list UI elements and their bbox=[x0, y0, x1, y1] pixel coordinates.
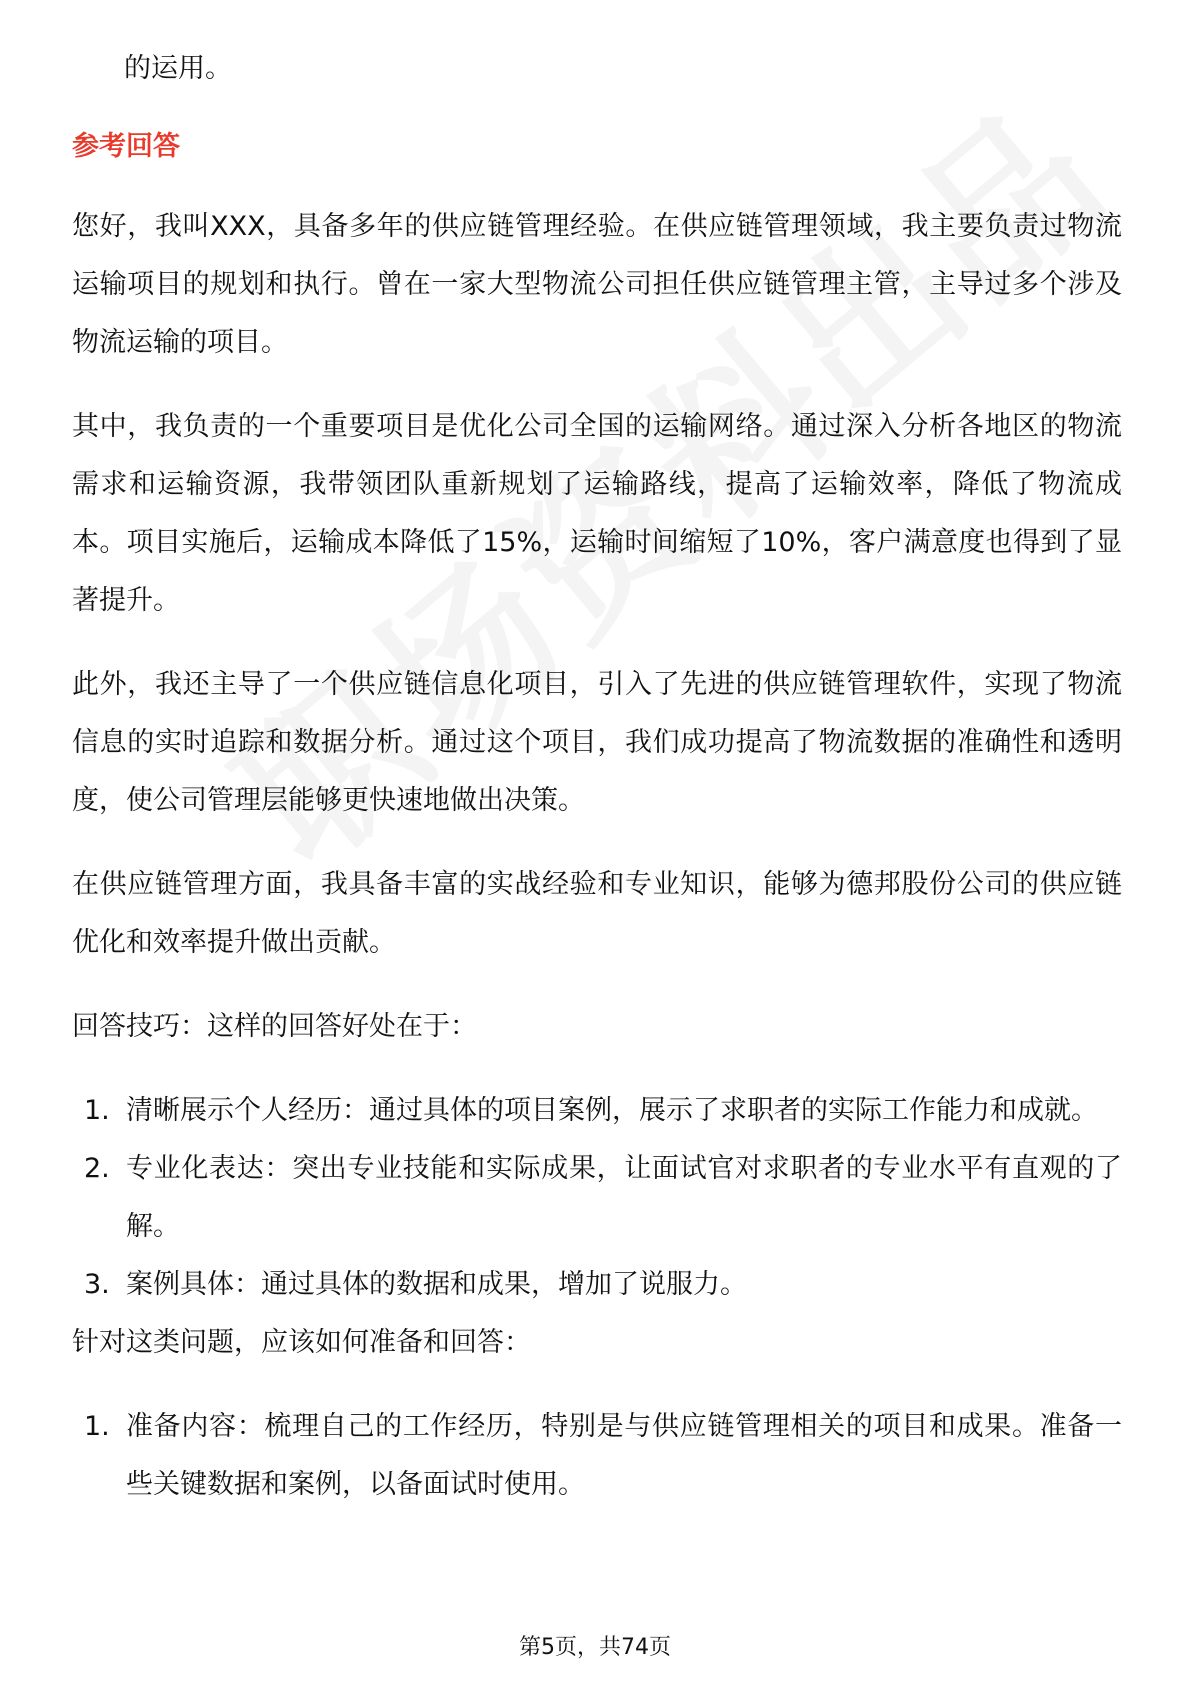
intro-tail: 的运用。 bbox=[124, 53, 232, 84]
answer-paragraph: 您好，我叫XXX，具备多年的供应链管理经验。在供应链管理领域，我主要负责过物流运输项目的规划和执行。曾在一家大型物流公司担任供应链管理主管，主导过多个涉及物流运输的项目。 bbox=[72, 211, 1122, 358]
answer-paragraph: 在供应链管理方面，我具备丰富的实战经验和专业知识，能够为德邦股份公司的供应链优化和效率提升做出贡献。 bbox=[72, 869, 1122, 958]
list-item bbox=[72, 1256, 1122, 1314]
tips-list bbox=[72, 1082, 1122, 1314]
list-number: 2. bbox=[84, 1153, 110, 1184]
section-heading: 参考回答 bbox=[72, 131, 180, 162]
prep-heading: 针对这类问题，应该如何准备和回答： bbox=[72, 1327, 531, 1358]
answer-paragraph: 此外，我还主导了一个供应链信息化项目，引入了先进的供应链管理软件，实现了物流信息的实时追踪和数据分析。通过这个项目，我们成功提高了物流数据的准确性和透明度，使公司管理层能够更快速地做出决策。 bbox=[72, 669, 1122, 816]
list-item bbox=[72, 1140, 1122, 1256]
answer-paragraph: 其中，我负责的一个重要项目是优化公司全国的运输网络。通过深入分析各地区的物流需求和运输资源，我带领团队重新规划了运输路线，提高了运输效率，降低了物流成本。项目实施后，运输成本降低了15%，运输时间缩短了10%，客户满意度也得到了显著提升。 bbox=[72, 411, 1122, 616]
prep-list bbox=[72, 1398, 1122, 1514]
list-number: 1. bbox=[84, 1411, 110, 1442]
list-number: 3. bbox=[84, 1269, 110, 1300]
list-text: 专业化表达：突出专业技能和实际成果，让面试官对求职者的专业水平有直观的了解。 bbox=[126, 1153, 1122, 1242]
list-text: 清晰展示个人经历：通过具体的项目案例，展示了求职者的实际工作能力和成就。 bbox=[126, 1095, 1098, 1126]
list-text: 准备内容：梳理自己的工作经历，特别是与供应链管理相关的项目和成果。准备一些关键数据和案例，以备面试时使用。 bbox=[126, 1411, 1122, 1500]
list-item bbox=[72, 1082, 1122, 1140]
tips-heading: 回答技巧：这样的回答好处在于： bbox=[72, 1011, 477, 1042]
list-text: 案例具体：通过具体的数据和成果，增加了说服力。 bbox=[126, 1269, 747, 1300]
page-footer: 第5页，共74页 bbox=[519, 1635, 671, 1660]
list-item bbox=[72, 1398, 1122, 1514]
list-number: 1. bbox=[84, 1095, 110, 1126]
page-content bbox=[72, 40, 1122, 1514]
